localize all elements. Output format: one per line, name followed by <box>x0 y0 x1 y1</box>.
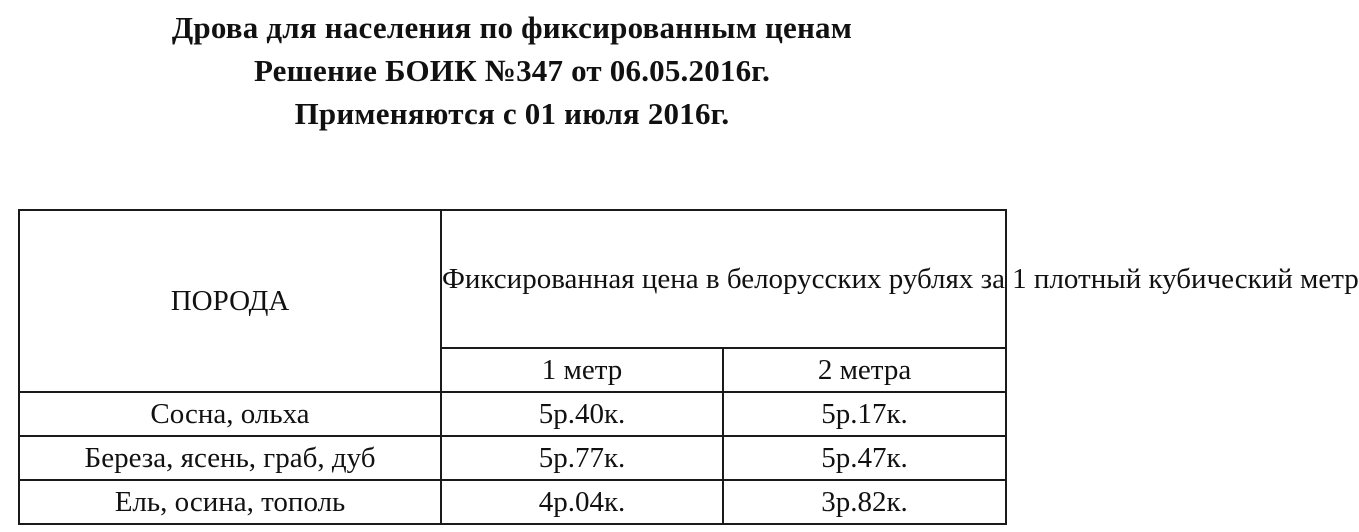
header-price: Фиксированная цена в белорусских рублях за 1 плотный кубический метр <box>441 210 1006 348</box>
title-line-2: Решение БОИК №347 от 06.05.2016г. <box>253 53 771 88</box>
price-2m-cell: 3р.82к. <box>723 480 1006 524</box>
document-title <box>0 6 1024 135</box>
table-row <box>19 392 1006 436</box>
header-breed: ПОРОДА <box>19 210 441 392</box>
table-header-row <box>19 210 1006 348</box>
price-1m-cell: 5р.40к. <box>441 392 723 436</box>
table-row <box>19 436 1006 480</box>
breed-cell: Береза, ясень, граб, дуб <box>19 436 441 480</box>
price-1m-cell: 5р.77к. <box>441 436 723 480</box>
price-2m-cell: 5р.17к. <box>723 392 1006 436</box>
price-2m-cell: 5р.47к. <box>723 436 1006 480</box>
title-line-1: Дрова для населения по фиксированным ценам <box>171 10 853 45</box>
price-table <box>18 209 1359 525</box>
table-row <box>19 480 1006 524</box>
header-2-meters: 2 метра <box>723 348 1006 392</box>
header-1-meter: 1 метр <box>441 348 723 392</box>
breed-cell: Ель, осина, тополь <box>19 480 441 524</box>
price-1m-cell: 4р.04к. <box>441 480 723 524</box>
breed-cell: Сосна, ольха <box>19 392 441 436</box>
title-line-3: Применяются с 01 июля 2016г. <box>294 96 730 131</box>
